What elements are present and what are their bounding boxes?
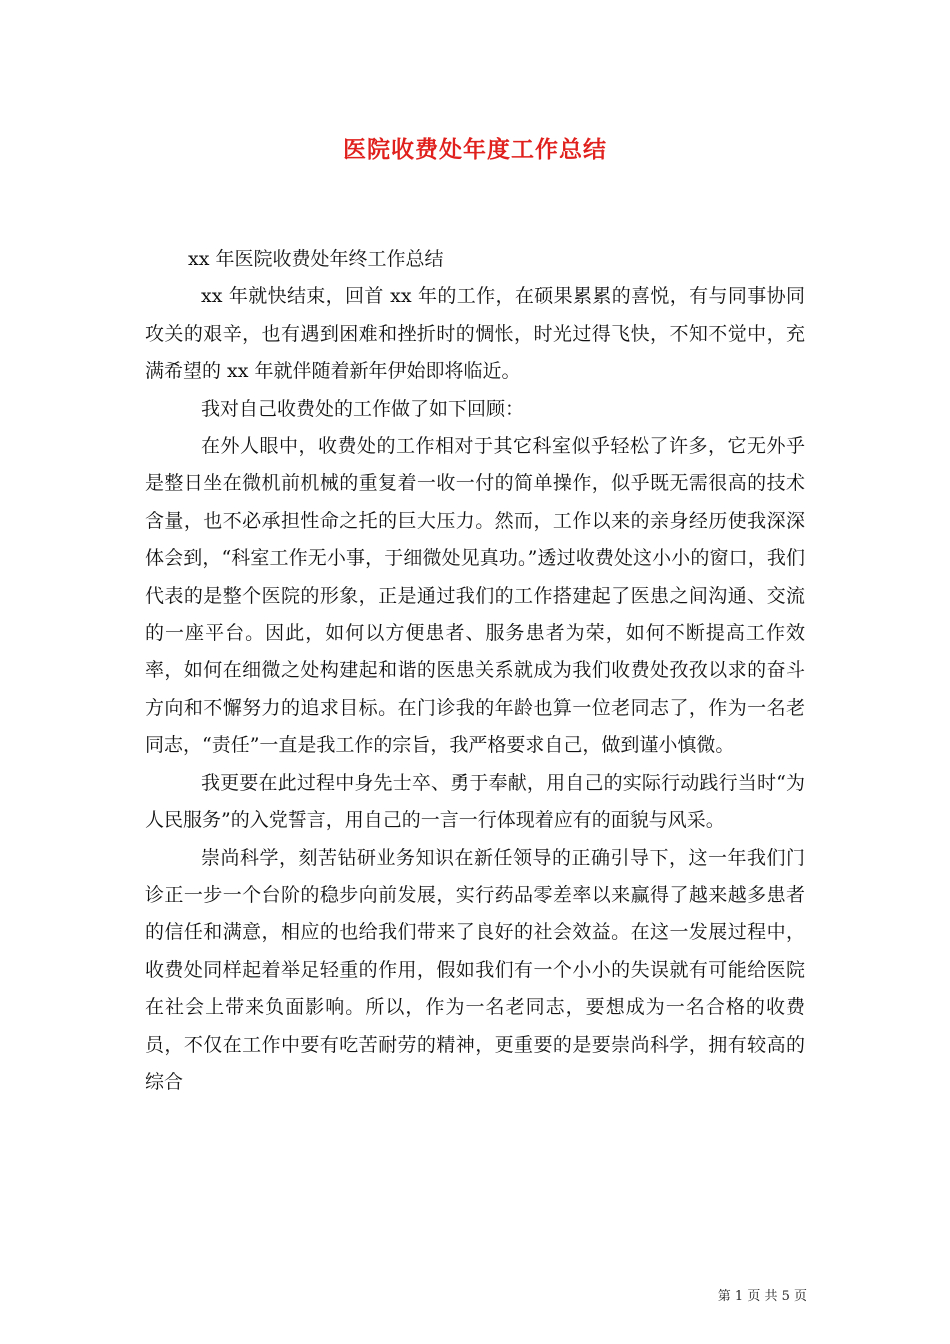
paragraph-dedication: 我更要在此过程中身先士卒、勇于奉献，用自己的实际行动践行当时“为人民服务”的入党誓言，用自己的一言一行体现着应有的面貌与风采。 — [145, 771, 805, 832]
document-title: 医院收费处年度工作总结 — [343, 136, 607, 163]
document-body — [145, 241, 805, 1101]
paragraph-review-heading: 我对自己收费处的工作做了如下回顾： — [201, 397, 525, 420]
paragraph-intro: xx 年就快结束，回首 xx 年的工作，在硕果累累的喜悦，有与同事协同攻关的艰辛，也有遇到困难和挫折时的惆怅，时光过得飞快，不知不觉中，充满希望的 xx 年就伴随着新年伊始即将临近。 — [145, 285, 805, 383]
paragraph-science: 崇尚科学，刻苦钻研业务知识在新任领导的正确引导下，这一年我们门诊正一步一个台阶的稳步向前发展，实行药品零差率以来赢得了越来越多患者的信任和满意，相应的也给我们带来了良好的社会效益。在这一发展过程中，收费处同样起着举足轻重的作用，假如我们有一个小小的失误就有可能给医院在社会上带来负面影响。所以，作为一名老同志，要想成为一名合格的收费员，不仅在工作中要有吃苦耐劳的精神，更重要的是要崇尚科学，拥有较高的综合 — [145, 846, 805, 1093]
page-number-footer: 第 1 页 共 5 页 — [717, 1289, 807, 1304]
document-subtitle: xx 年医院收费处年终工作总结 — [188, 248, 444, 270]
paragraph-outsider-view: 在外人眼中，收费处的工作相对于其它科室似乎轻松了许多，它无外乎是整日坐在微机前机械的重复着一收一付的简单操作，似乎既无需很高的技术含量，也不必承担性命之托的巨大压力。然而，工作以来的亲身经历使我深深体会到，“科室工作无小事，于细微处见真功。”透过收费处这小小的窗口，我们代表的是整个医院的形象，正是通过我们的工作搭建起了医患之间沟通、交流的一座平台。因此，如何以方便患者、服务患者为荣，如何不断提高工作效率，如何在细微之处构建起和谐的医患关系就成为我们收费处孜孜以求的奋斗方向和不懈努力的追求目标。在门诊我的年龄也算一位老同志了，作为一名老同志，“责任”一直是我工作的宗旨，我严格要求自己，做到谨小慎微。 — [145, 435, 805, 757]
